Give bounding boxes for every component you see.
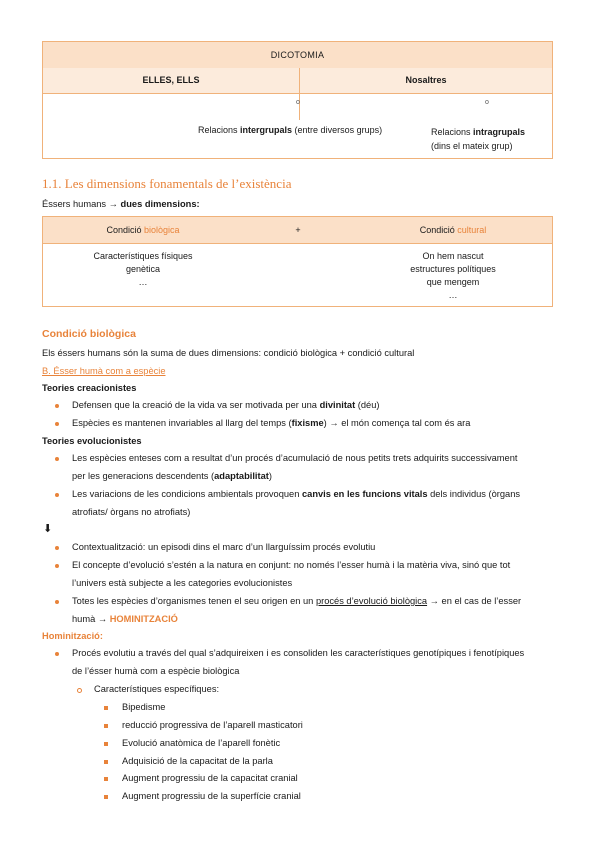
caracteristica-item: Augment progressiu de la capacitat cranial <box>122 773 298 783</box>
sub-bullet-icon <box>77 688 82 693</box>
evolucionistes-item-1-line1: Les espècies enteses com a resultat d’un procés d’acumulació de nous petits trets adquirits successivament <box>72 453 518 463</box>
proces-evolucio-link[interactable]: procés d’evolució biològica <box>315 596 428 606</box>
bullet-icon <box>55 600 59 604</box>
intro-line: Éssers humans → dues dimensions: <box>42 199 200 209</box>
contextualitzacio: Contextualització: un episodi dins el marc d’un llarguíssim procés evolutiu <box>72 542 376 552</box>
dicotomia-subheader <box>43 68 552 94</box>
intergrupals-text: Relacions intergrupals (entre diversos grups) <box>198 125 383 135</box>
dicotomia-title: DICOTOMIA <box>43 42 552 69</box>
square-bullet-icon <box>104 706 108 710</box>
bullet-icon <box>55 404 59 408</box>
subsection-link: B. Ésser humà com a espècie <box>42 366 166 376</box>
square-bullet-icon <box>104 724 108 728</box>
caracteristica-item: Evolució anatòmica de l’aparell fonètic <box>122 738 281 748</box>
caracteristiques-title: Característiques específiques: <box>94 684 220 694</box>
creacionistes-heading: Teories creacionistes <box>42 383 137 393</box>
bio-summary: Els éssers humans són la suma de dues dimensions: condició biològica + condició cultural <box>42 348 415 358</box>
evolucionistes-heading: Teories evolucionistes <box>42 436 142 446</box>
caracteristica-item: reducció progressiva de l’aparell masticatori <box>122 720 303 730</box>
caracteristica-item: Adquisició de la capacitat de la parla <box>122 756 273 766</box>
plus-sign: + <box>295 225 301 235</box>
square-bullet-icon <box>104 760 108 764</box>
bullet-icon <box>55 493 59 497</box>
creacionistes-item-1: Defensen que la creació de la vida va ser motivada per una divinitat (déu) <box>72 400 380 410</box>
condicio-cultural-header: Condició cultural <box>419 225 487 235</box>
hominitzacio-line1: Procés evolutiu a través del qual s’adquireixen i es consoliden les característiques genotípiques i fenotípiques <box>72 648 525 658</box>
section-heading: 1.1. Les dimensions fonamentals de l’existència <box>42 176 292 191</box>
intragrupals-text: Relacions intragrupals (dins el mateix grup) <box>431 127 526 151</box>
bullet-icon <box>55 546 59 550</box>
caracteristica-item: Augment progressiu de la superfície cranial <box>122 791 301 801</box>
bullet-icon <box>55 457 59 461</box>
column-divider <box>299 93 300 120</box>
dimensions-header <box>43 217 552 244</box>
evolucionistes-item-2-line2: atrofiats/ òrgans no atrofiats) <box>72 507 191 517</box>
biologica-items: Característiques físiques genètica … <box>93 251 193 287</box>
hominitzacio-line2: de l’ésser humà com a espècie biològica <box>72 666 240 676</box>
bullet-icon <box>55 652 59 656</box>
evolucionistes-item-2-line1: Les variacions de les condicions ambientals provoquen canvis en les funcions vitals dels individus (òrgans <box>72 489 521 499</box>
concepte-line2: l’univers està subjecte a les categories evolucionistes <box>72 578 293 588</box>
bullet-icon <box>55 422 59 426</box>
dimensions-table <box>42 216 553 307</box>
caracteristica-item: Bipedisme <box>122 702 166 712</box>
bullet-icon <box>55 564 59 568</box>
down-arrow-icon: ⬇ <box>43 523 53 535</box>
totes-line1: Totes les espècies d’organismes tenen el seu origen en un procés d’evolució biològica → en el cas de l’esser <box>72 596 522 606</box>
cultural-items: On hem nascut estructures polítiques que mengem … <box>410 251 496 300</box>
marker-right: o <box>485 99 489 106</box>
col-nosaltres: Nosaltres <box>405 75 447 85</box>
condicio-biologica-header: Condició biològica <box>106 225 180 235</box>
square-bullet-icon <box>104 795 108 799</box>
creacionistes-item-2: Espècies es mantenen invariables al llarg del temps (fixisme) → el món comença tal com és ara <box>72 418 471 428</box>
marker-left: o <box>296 99 300 106</box>
col-elles: ELLES, ELLS <box>43 68 300 93</box>
hominitzacio-title: Hominització: <box>42 631 103 641</box>
square-bullet-icon <box>104 777 108 781</box>
column-divider <box>552 93 553 120</box>
square-bullet-icon <box>104 742 108 746</box>
concepte-line1: El concepte d’evolució s’estén a la natura en conjunt: no només l’esser humà i la matèria viva, sinó que tot <box>72 560 511 570</box>
totes-line2: humà → HOMINITZACIÓ <box>72 614 178 624</box>
dicotomia-row <box>43 93 552 158</box>
bio-title: Condició biològica <box>42 328 136 340</box>
evolucionistes-item-1-line2: per les generacions descendents (adaptabilitat) <box>72 471 272 481</box>
dicotomia-table <box>42 41 553 159</box>
